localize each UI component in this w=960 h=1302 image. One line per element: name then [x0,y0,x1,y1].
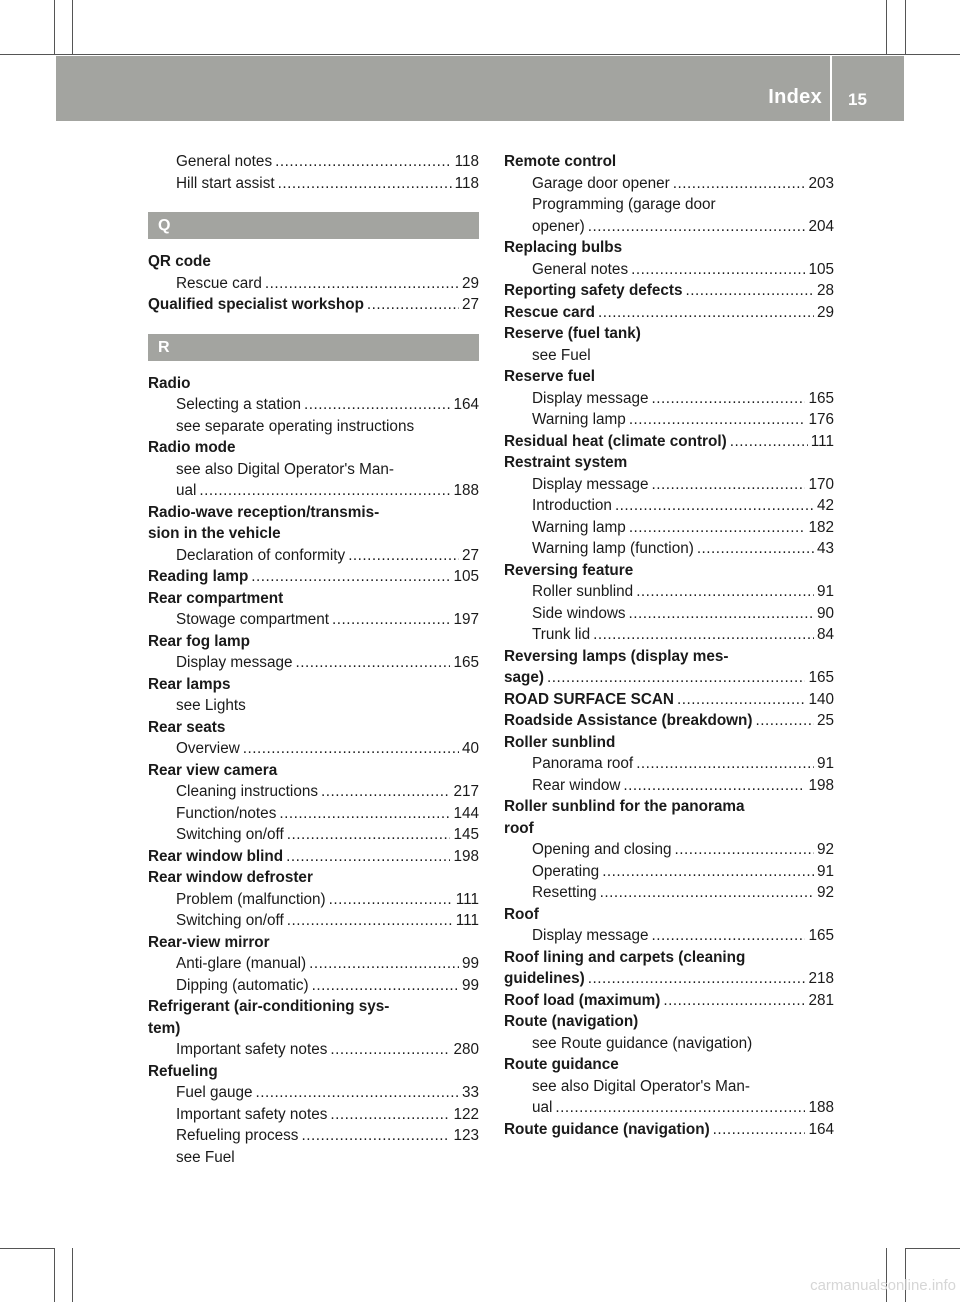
index-heading: Route guidance [504,1056,619,1073]
page-ref: 29 [461,274,479,292]
dot-leader [713,1119,806,1141]
page-ref: 84 [816,626,834,643]
page-ref: 145 [453,826,479,843]
index-heading: Rear compartment [148,589,284,607]
index-subentry [148,1039,479,1061]
dot-leader [243,738,459,760]
entry-label: Side windows [532,604,626,622]
index-subentry [504,173,834,195]
page-ref: 170 [808,475,834,493]
index-subentry [148,953,479,975]
index-heading: Rear seats [148,718,226,736]
index-note: see separate operating instructions [176,417,415,435]
entry-label: Fuel gauge [176,1084,253,1101]
dot-leader [629,517,806,539]
entry-label: Function/notes [176,804,277,822]
index-subentry [148,889,479,911]
page-ref: 165 [453,654,479,671]
dot-leader [256,1082,459,1104]
index-subentry [504,775,834,797]
index-note: see Fuel [532,346,591,364]
index-subentry [148,824,479,846]
page-ref: 140 [808,690,834,708]
entry-label: Display message [532,927,649,944]
page-ref: 105 [808,260,834,278]
entry-label: Reporting safety defects [504,282,683,299]
index-heading: Roller sunblind for the panorama [504,798,745,815]
entry-label: Switching on/off [176,826,284,843]
page-ref: 118 [454,174,479,192]
index-subentry [504,839,834,861]
entry-label: Declaration of conformity [176,546,346,564]
entry-label: guidelines) [504,970,585,987]
dot-leader [555,1097,805,1119]
index-heading: Roller sunblind [504,733,616,751]
dot-leader [651,925,805,947]
page-ref: 43 [816,540,834,557]
index-subentry [148,480,479,502]
index-entry [504,280,834,302]
entry-label: Refueling process [176,1127,299,1144]
index-subentry [148,545,479,567]
crop-mark [54,0,55,54]
page-ref: 122 [453,1105,479,1123]
entry-label: Reading lamp [148,568,249,585]
index-note: see also Digital Operator's Man- [176,460,395,478]
page-ref: 197 [453,611,479,628]
index-heading: Rear lamps [148,675,231,693]
dot-leader [251,566,450,588]
entry-label: Stowage compartment [176,611,330,628]
entry-label: Overview [176,740,240,757]
dot-leader [651,388,805,410]
dot-leader [663,990,805,1012]
entry-label: Selecting a station [176,396,302,413]
index-entry [504,667,834,689]
crop-mark [0,54,960,55]
index-heading: Roof [504,905,539,923]
index-heading: Radio mode [148,439,236,456]
dot-leader [275,151,452,173]
page-ref: 218 [808,970,834,987]
index-subentry [148,609,479,631]
entry-label: ROAD SURFACE SCAN [504,690,674,708]
index-entry [504,1119,834,1141]
index-subentry [504,409,834,431]
dot-leader [598,302,814,324]
entry-label: Roadside Assistance (breakdown) [504,712,753,729]
page-title: Index [768,86,822,108]
watermark: carmanualsonline.info [810,1277,956,1294]
index-entry [148,294,479,316]
index-subentry [148,151,479,173]
dot-leader [697,538,814,560]
dot-leader [330,1039,450,1061]
index-subentry [504,495,834,517]
dot-leader [309,953,459,975]
page-ref: 42 [816,497,834,514]
dot-leader [295,652,450,674]
page-ref: 204 [808,217,834,235]
index-subentry [148,394,479,416]
index-note: see Fuel [176,1148,235,1166]
page-ref: 27 [461,546,479,564]
page-ref: 118 [454,153,479,170]
dot-leader [631,259,805,281]
page-ref: 165 [808,669,834,686]
entry-label: Panorama roof [532,755,634,772]
page-ref: 164 [453,396,479,413]
index-column-right [504,151,834,1140]
index-subentry [148,975,479,997]
entry-label: Warning lamp (function) [532,540,694,557]
index-subentry [148,1104,479,1126]
dot-leader [588,216,806,238]
index-note: see Route guidance (navigation) [532,1034,753,1052]
dot-leader [629,603,814,625]
page-ref: 99 [461,976,479,994]
entry-label: Warning lamp [532,518,626,536]
dot-leader [636,581,814,603]
index-subentry [148,781,479,803]
entry-label: Display message [532,389,649,407]
page-ref: 111 [810,432,834,450]
dot-leader [602,861,814,883]
entry-label: Roof load (maximum) [504,991,661,1009]
index-heading: Refueling [148,1062,218,1080]
entry-label: Switching on/off [176,912,284,929]
index-subentry [504,581,834,603]
index-heading: Reversing lamps (display mes- [504,647,729,665]
page-ref: 165 [808,389,834,407]
dot-leader [287,910,453,932]
index-heading: Rear-view mirror [148,933,270,951]
page-ref: 281 [808,991,834,1009]
dot-leader [600,882,814,904]
entry-label: Rear window [532,776,621,794]
dot-leader [265,273,459,295]
entry-label: Dipping (automatic) [176,976,309,994]
index-heading: Radio-wave reception/transmis- [148,503,380,521]
entry-label: Resetting [532,884,597,901]
index-note: Programming (garage door [532,196,716,213]
entry-label: Route guidance (navigation) [504,1120,710,1138]
page-ref: 91 [816,862,834,880]
section-letter: Q [148,212,479,239]
page-ref: 176 [808,411,834,428]
crop-mark [886,0,887,54]
index-subentry [504,861,834,883]
dot-leader [677,689,805,711]
page-ref: 123 [453,1127,479,1144]
index-subentry [148,652,479,674]
index-subentry [504,538,834,560]
index-entry [504,968,834,990]
index-heading: Reserve (fuel tank) [504,325,641,342]
index-subentry [504,753,834,775]
index-heading: Rear window defroster [148,869,313,886]
index-heading: sion in the vehicle [148,525,281,542]
dot-leader [312,975,459,997]
crop-mark [906,1248,960,1249]
index-subentry [504,474,834,496]
page-ref: 99 [461,955,479,972]
index-heading: Refrigerant (air-conditioning sys- [148,998,390,1015]
entry-label: Rescue card [176,274,262,292]
dot-leader [623,775,805,797]
dot-leader [332,609,450,631]
index-heading: Roof lining and carpets (cleaning [504,948,746,966]
page-ref: 111 [455,912,479,929]
index-entry [148,846,479,868]
index-subentry [504,1097,834,1119]
index-heading: Reversing feature [504,561,634,579]
entry-label: Hill start assist [176,174,275,192]
entry-label: Anti-glare (manual) [176,955,307,972]
entry-label: Residual heat (climate control) [504,432,727,450]
index-subentry [504,624,834,646]
index-subentry [148,738,479,760]
index-heading: Replacing bulbs [504,239,623,256]
crop-mark [54,1248,55,1302]
dot-leader [199,480,450,502]
index-entry [504,302,834,324]
page-ref: 40 [461,740,479,757]
dot-leader [279,803,450,825]
index-subentry [504,882,834,904]
index-note: see also Digital Operator's Man- [532,1077,751,1095]
index-entry [148,566,479,588]
page-ref: 217 [453,783,479,800]
page-ref: 92 [816,841,834,858]
crop-mark [0,1248,54,1249]
entry-label: Warning lamp [532,411,626,428]
entry-label: General notes [532,260,629,278]
entry-label: Roller sunblind [532,583,634,600]
dot-leader [629,409,806,431]
page-ref: 280 [453,1041,479,1058]
index-heading: Reserve fuel [504,368,595,385]
index-column-left [148,151,479,1168]
crop-mark [72,0,73,54]
page-ref: 165 [808,927,834,944]
entry-label: General notes [176,153,273,170]
index-heading: Remote control [504,153,617,170]
dot-leader [367,294,459,316]
section-letter: R [148,334,479,361]
page-ref: 111 [455,890,479,908]
dot-leader [547,667,806,689]
entry-label: Problem (malfunction) [176,890,326,908]
index-subentry [148,1082,479,1104]
entry-label: Opening and closing [532,841,672,858]
dot-leader [286,846,450,868]
dot-leader [287,824,451,846]
dot-leader [321,781,450,803]
dot-leader [615,495,814,517]
entry-label: Rescue card [504,303,595,321]
index-subentry [148,1125,479,1147]
index-entry [504,710,834,732]
dot-leader [301,1125,450,1147]
entry-label: Garage door opener [532,174,670,192]
page-ref: 188 [808,1099,834,1116]
entry-label: Cleaning instructions [176,783,318,800]
entry-label: ual [176,482,197,499]
index-heading: QR code [148,253,211,270]
index-heading: tem) [148,1019,181,1037]
index-heading: Restraint system [504,454,628,471]
entry-label: Important safety notes [176,1105,328,1123]
entry-label: opener) [532,217,585,235]
page-ref: 90 [816,604,834,622]
entry-label: Important safety notes [176,1041,328,1058]
header-divider [830,56,832,121]
crop-mark [72,1248,73,1302]
index-entry [504,431,834,453]
dot-leader [651,474,805,496]
entry-label: Rear window blind [148,847,284,865]
page-ref: 188 [453,482,479,499]
page-ref: 105 [453,568,479,585]
page-ref: 33 [461,1084,479,1101]
index-heading: roof [504,819,534,837]
dot-leader [636,753,814,775]
dot-leader [330,1104,450,1126]
dot-leader [673,173,806,195]
page-ref: 198 [453,847,479,865]
page-ref: 203 [808,174,834,192]
index-heading: Rear fog lamp [148,632,250,650]
page-ref: 182 [808,518,834,536]
entry-label: ual [532,1099,553,1116]
dot-leader [756,710,814,732]
index-subentry [504,603,834,625]
page-ref: 164 [808,1120,834,1138]
dot-leader [730,431,808,453]
page-ref: 91 [816,755,834,772]
page-ref: 198 [808,776,834,794]
page-ref: 144 [453,804,479,822]
entry-label: Trunk lid [532,626,591,643]
index-entry [504,689,834,711]
dot-leader [588,968,806,990]
dot-leader [686,280,814,302]
index-subentry [148,803,479,825]
index-note: see Lights [176,697,246,714]
index-subentry [148,910,479,932]
index-heading: Route (navigation) [504,1013,639,1030]
dot-leader [674,839,814,861]
index-subentry [504,388,834,410]
page-ref: 28 [816,282,834,299]
page-ref: 27 [461,296,479,313]
page-ref: 92 [816,884,834,901]
index-subentry [504,216,834,238]
dot-leader [329,889,453,911]
dot-leader [278,173,452,195]
crop-mark [905,0,906,54]
index-subentry [504,925,834,947]
entry-label: Qualified specialist workshop [148,296,364,313]
entry-label: Introduction [532,497,612,514]
entry-label: Display message [176,654,293,671]
index-subentry [504,517,834,539]
index-subentry [148,273,479,295]
page-ref: 91 [816,583,834,600]
index-entry [504,990,834,1012]
index-subentry [148,173,479,195]
page-number: 15 [848,90,867,109]
index-subentry [504,259,834,281]
index-heading: Radio [148,374,191,392]
dot-leader [593,624,814,646]
entry-label: Operating [532,862,600,880]
dot-leader [348,545,459,567]
entry-label: sage) [504,669,544,686]
page-ref: 25 [816,712,834,729]
entry-label: Display message [532,475,649,493]
dot-leader [304,394,450,416]
page-ref: 29 [816,303,834,321]
index-heading: Rear view camera [148,761,278,779]
